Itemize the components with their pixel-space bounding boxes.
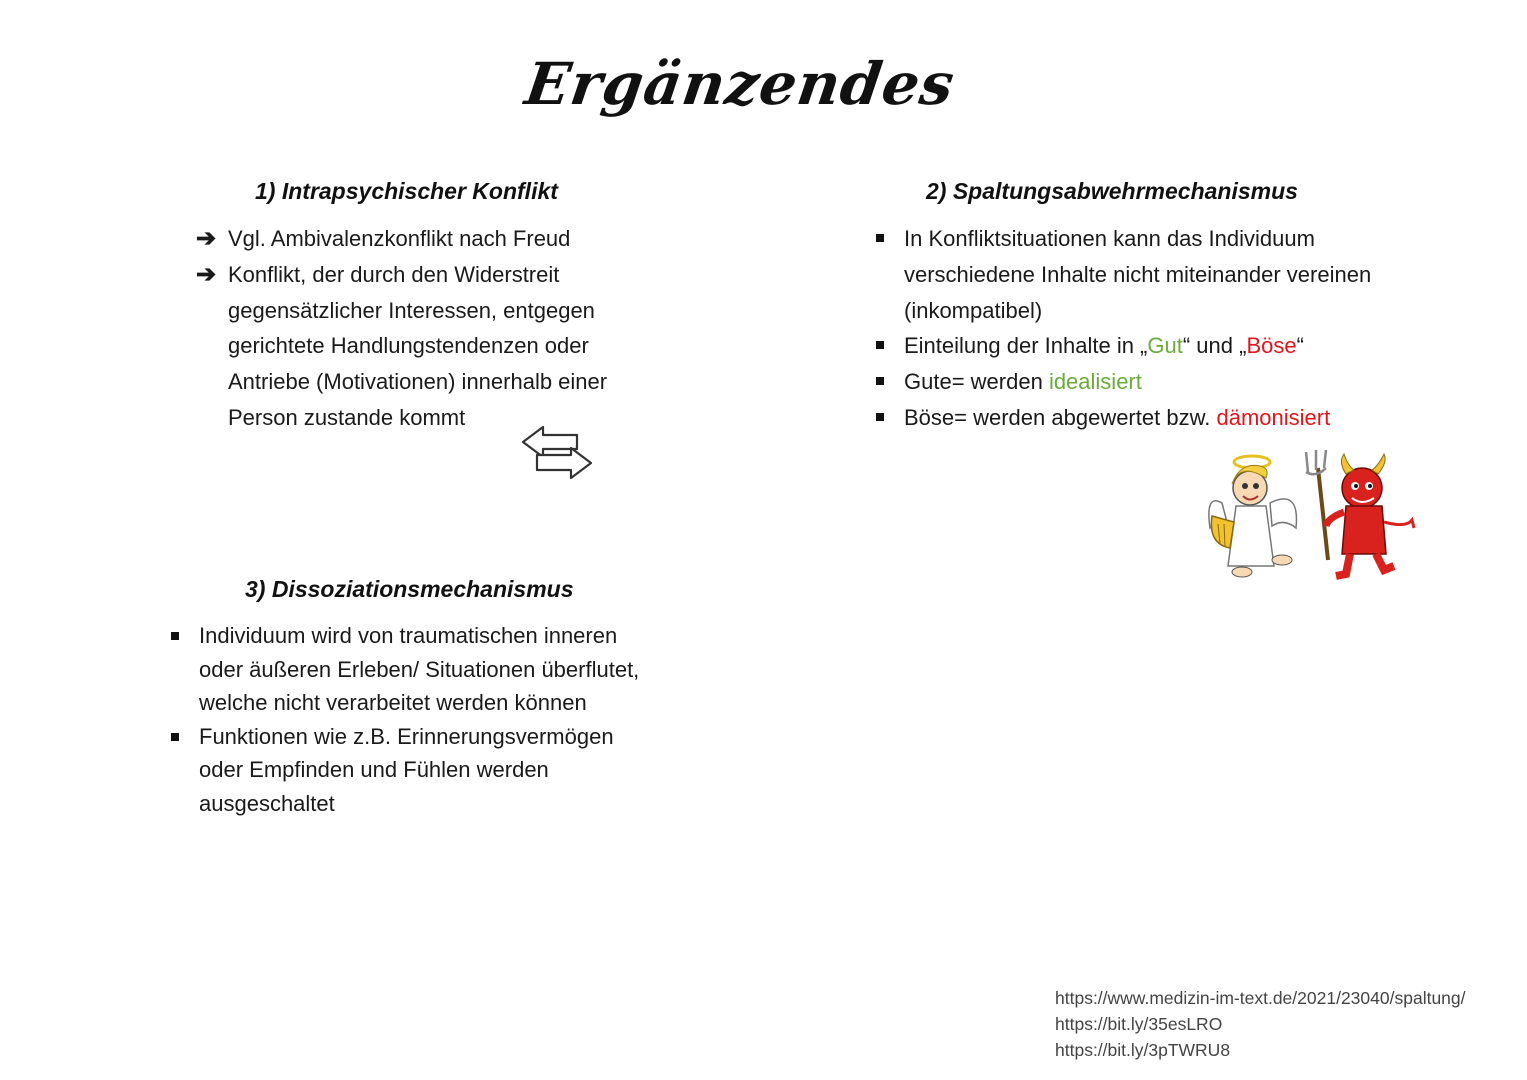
bullet-square-icon <box>876 413 884 421</box>
arrow-right-icon: ➔ <box>196 225 217 252</box>
arrow-right-icon: ➔ <box>196 260 217 288</box>
list-item: ➔ Konflikt, der durch den Widerstreit gegensätzlicher Interessen, entgegen gerichtete Handlungstendenzen oder Antriebe (Motivationen) innerhalb einer Person zustande kommt <box>196 257 666 436</box>
list-item: Einteilung der Inhalte in „Gut“ und „Böse“ <box>872 328 1392 364</box>
idealisiert-word: idealisiert <box>1048 369 1142 395</box>
section3-list <box>167 619 662 821</box>
page-title: Ergänzendes <box>521 50 959 118</box>
sources-list <box>1055 985 1466 1063</box>
list-item: Funktionen wie z.B. Erinnerungsvermögen oder Empfinden und Fühlen werden ausgeschaltet <box>167 720 662 821</box>
list-item: Böse= werden abgewertet bzw. dämonisiert <box>872 400 1392 436</box>
boese-word: Böse <box>1246 333 1297 359</box>
double-arrow-icon <box>521 424 595 480</box>
bullet-square-icon <box>876 341 884 349</box>
source-link[interactable]: https://bit.ly/35esLRO <box>1055 1014 1223 1034</box>
angel-devil-illustration <box>1200 448 1420 583</box>
gut-word: Gut <box>1147 333 1183 359</box>
source-link[interactable]: https://bit.ly/3pTWRU8 <box>1055 1040 1231 1060</box>
bullet-square-icon <box>876 377 884 385</box>
bullet-square-icon <box>171 632 179 640</box>
daemonisiert-word: dämonisiert <box>1216 404 1331 430</box>
section2-heading: 2) Spaltungsabwehrmechanismus <box>926 178 1298 204</box>
devil-icon <box>1306 450 1414 576</box>
list-item: Gute= werden idealisiert <box>872 364 1392 400</box>
bullet-square-icon <box>876 234 884 242</box>
section1-heading: 1) Intrapsychischer Konflikt <box>255 178 558 204</box>
list-item: ➔ Vgl. Ambivalenzkonflikt nach Freud <box>196 221 666 257</box>
bullet-square-icon <box>171 733 179 741</box>
section1-list <box>196 221 666 436</box>
source-link[interactable]: https://www.medizin-im-text.de/2021/23040/spaltung/ <box>1055 988 1466 1008</box>
list-item: In Konfliktsituationen kann das Individuum verschiedene Inhalte nicht miteinander vereinen (inkompatibel) <box>872 221 1392 328</box>
list-item: Individuum wird von traumatischen inneren oder äußeren Erleben/ Situationen überflutet, welche nicht verarbeitet werden können <box>167 619 662 720</box>
section3-heading: 3) Dissoziationsmechanismus <box>245 576 574 602</box>
section2-list <box>872 221 1392 436</box>
angel-icon <box>1209 456 1297 577</box>
